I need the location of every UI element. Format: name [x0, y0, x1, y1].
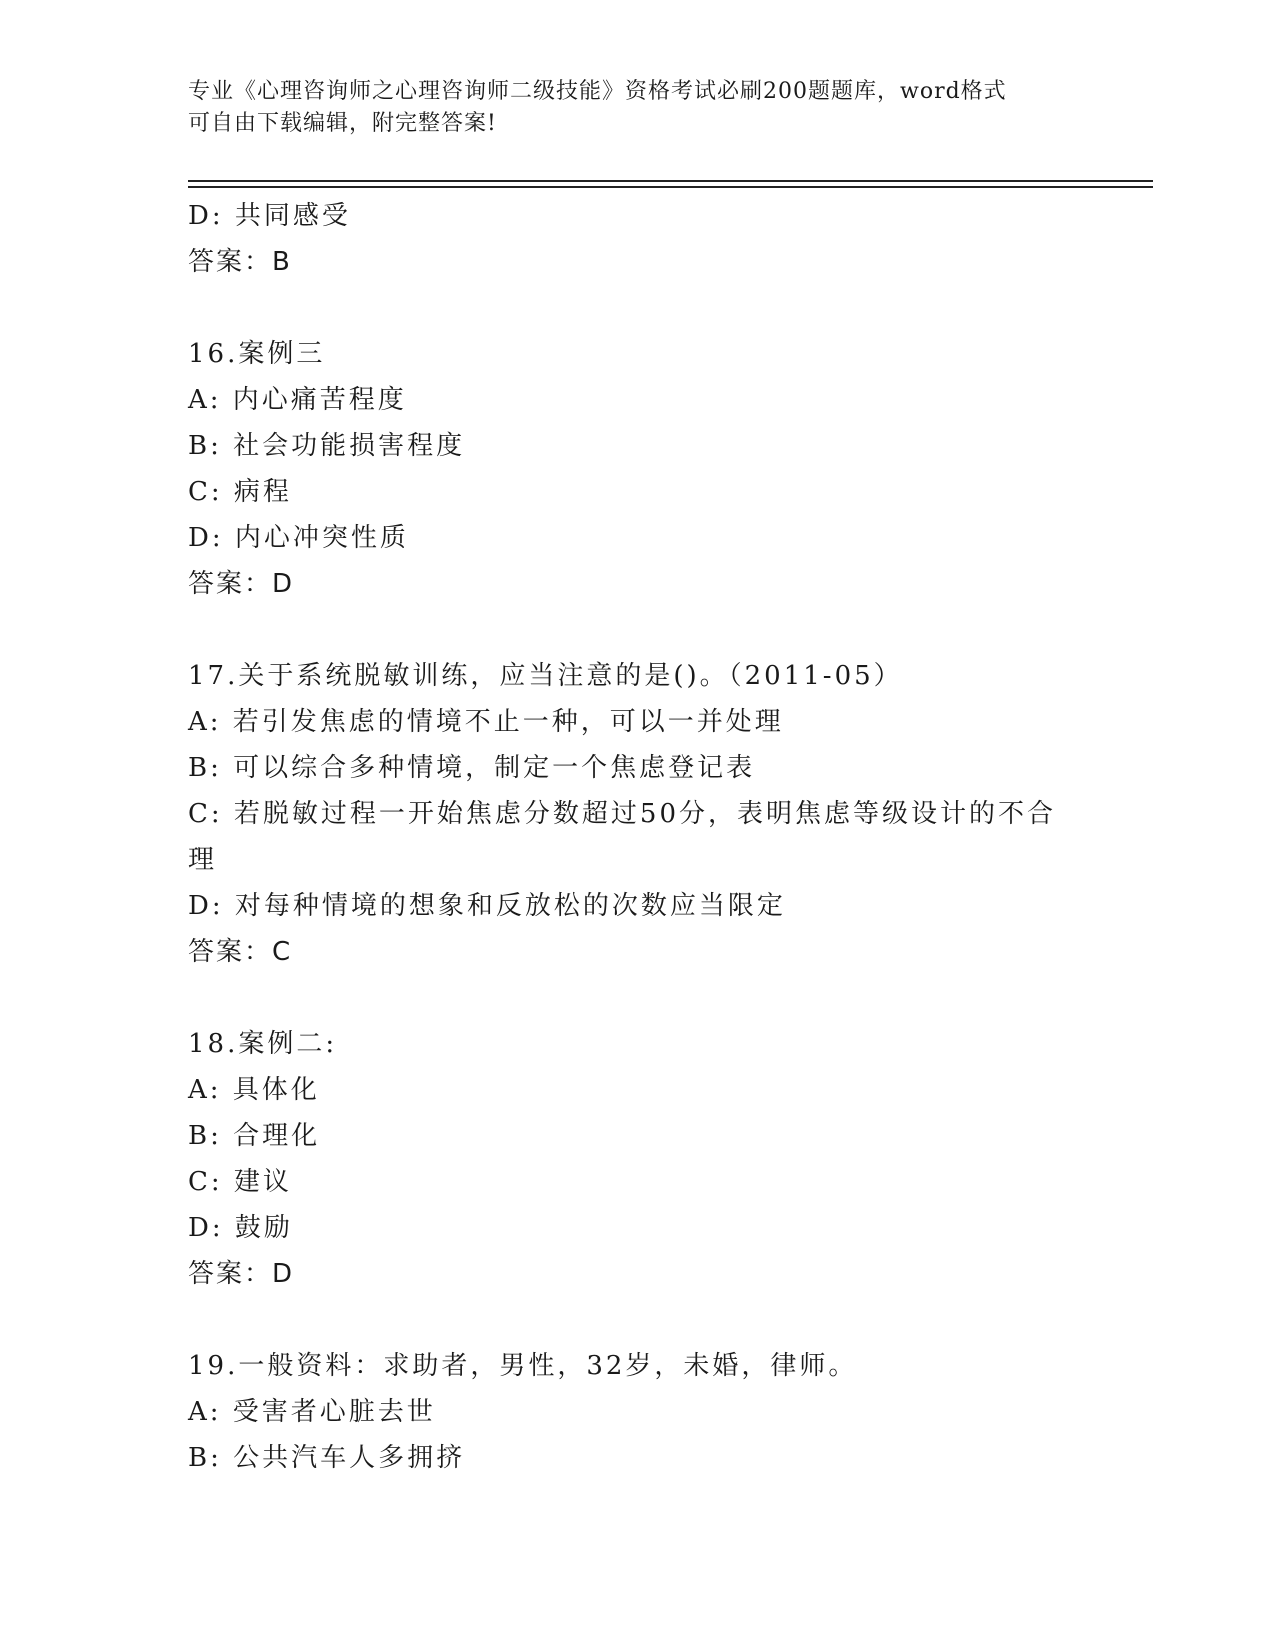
- option-a: A: 具体化: [188, 1075, 320, 1105]
- option-a: A: 受害者心脏去世: [188, 1397, 436, 1427]
- header-line-1: 专业《心理咨询师之心理咨询师二级技能》资格考试必刷200题题库，word格式: [188, 79, 1007, 104]
- answer-line: 答案：D: [188, 1259, 295, 1289]
- question-19: [188, 1343, 1088, 1481]
- question-16: [188, 331, 1088, 607]
- question-18: [188, 1021, 1088, 1297]
- question-stem: 16.案例三: [188, 339, 326, 369]
- option-d: D: 对每种情境的想象和反放松的次数应当限定: [188, 891, 786, 921]
- spacer: [188, 975, 1088, 1021]
- document-header: [188, 76, 1068, 140]
- option-c-continued: 理: [188, 845, 218, 875]
- spacer: [188, 285, 1088, 331]
- header-line-2: 可自由下载编辑，附完整答案!: [188, 111, 497, 136]
- header-rule-top: [188, 180, 1153, 182]
- option-a: A: 若引发焦虑的情境不止一种，可以一并处理: [188, 707, 784, 737]
- answer-line: 答案：D: [188, 569, 295, 599]
- option-b: B: 公共汽车人多拥挤: [188, 1443, 466, 1473]
- option-c: C: 病程: [188, 477, 292, 507]
- answer-line: 答案：C: [188, 937, 293, 967]
- option-b: B: 可以综合多种情境，制定一个焦虑登记表: [188, 753, 756, 783]
- option-b: B: 合理化: [188, 1121, 321, 1151]
- question-stem: 17.关于系统脱敏训练，应当注意的是()。（2011-05）: [188, 661, 903, 691]
- option-a: A: 内心痛苦程度: [188, 385, 407, 415]
- header-rule-bottom: [188, 186, 1153, 188]
- answer-line: 答案：B: [188, 247, 292, 277]
- question-stem: 19.一般资料：求助者，男性，32岁，未婚，律师。: [188, 1351, 858, 1381]
- question-content: [188, 193, 1088, 1481]
- spacer: [188, 607, 1088, 653]
- question-17: [188, 653, 1088, 975]
- spacer: [188, 1297, 1088, 1343]
- option-c: C: 若脱敏过程一开始焦虑分数超过50分，表明焦虑等级设计的不合: [188, 799, 1057, 829]
- option-d: D: 鼓励: [188, 1213, 293, 1243]
- question-stem: 18.案例二:: [188, 1029, 338, 1059]
- option-d: D: 共同感受: [188, 201, 351, 231]
- option-d: D: 内心冲突性质: [188, 523, 409, 553]
- option-c: C: 建议: [188, 1167, 292, 1197]
- option-b: B: 社会功能损害程度: [188, 431, 466, 461]
